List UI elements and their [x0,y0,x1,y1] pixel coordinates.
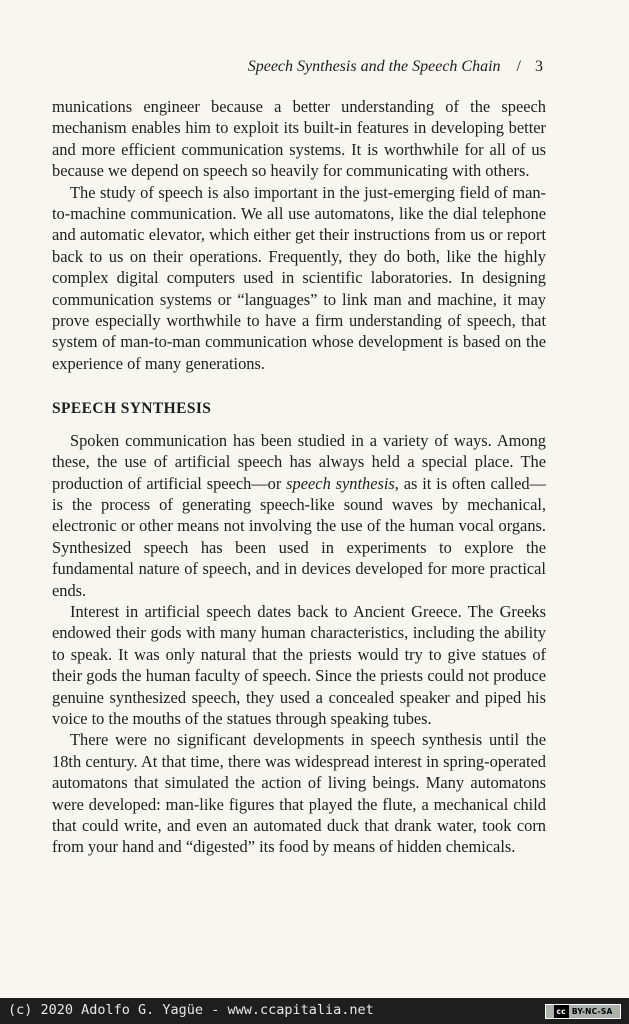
page-body [52,96,546,858]
paragraph-3-text-b: , as it is often called—is the process of generating speech-like sound waves by mechanical, electronic or other means not involving the use of the human vocal organs. Synthesized speech has been used in experiments to explore the fundamental nature of speech, and in devices developed for more practical ends. [52,473,546,600]
cc-logo-icon: cc [554,1005,569,1018]
footer-bar [0,998,629,1024]
paragraph-3-italic-term: speech synthesis [286,473,395,493]
paragraph-2: The study of speech is also important in the just-emerging field of man-to-machine communication. We all use automatons, like the dial telephone and automatic elevator, which either get their instructions from us or report back to us on their operations. Frequently, they do both, like the highly complex digital computers used in scientific laboratories. In designing communication systems or “languages” to link man and machine, it may prove especially worthwhile to have a firm understanding of speech, that system of man-to-man communication whose development is based on the experience of many generations. [52,182,546,373]
footer-copyright: (c) 2020 Adolfo G. Yagüe - www.ccapitalia.net [8,1002,374,1018]
section-heading: SPEECH SYNTHESIS [52,400,212,418]
paragraph-1: munications engineer because a better understanding of the speech mechanism enables him to exploit its built-in features in developing better and more efficient communication systems. It is worthwhile for all of us because we depend on speech so heavily for communicating with others. [52,97,546,181]
cc-license-badge [545,1004,621,1019]
running-head-separator: / [516,58,521,75]
running-head [248,58,543,76]
paragraph-3-text-a: Spoken communication has been studied in a variety of ways. Among these, the use of artificial speech has always held a special place. The production of artificial speech—or [52,430,546,493]
paragraph-4: Interest in artificial speech dates back to Ancient Greece. The Greeks endowed their gods with many human characteristics, including the ability to speak. It was only natural that the priests would try to give statues of their gods the human faculty of speech. Since the priests could not produce genuine synthesized speech, they used a concealed speaker and piped his voice to the mouths of the statues through speaking tubes. [52,601,546,728]
paragraph-5: There were no significant developments in speech synthesis until the 18th century. At that time, there was widespread interest in spring-operated automatons that simulated the action of living beings. Many automatons were developed: man-like figures that played the flute, a mechanical child that could write, and even an automated duck that drank water, took corn from your hand and “digested” its food by means of hidden chemicals. [52,730,546,857]
cc-license-text: BY-NC-SA [571,1007,613,1016]
paragraph-3 [52,430,546,601]
page-number: 3 [535,58,543,75]
running-head-title: Speech Synthesis and the Speech Chain [247,58,501,75]
